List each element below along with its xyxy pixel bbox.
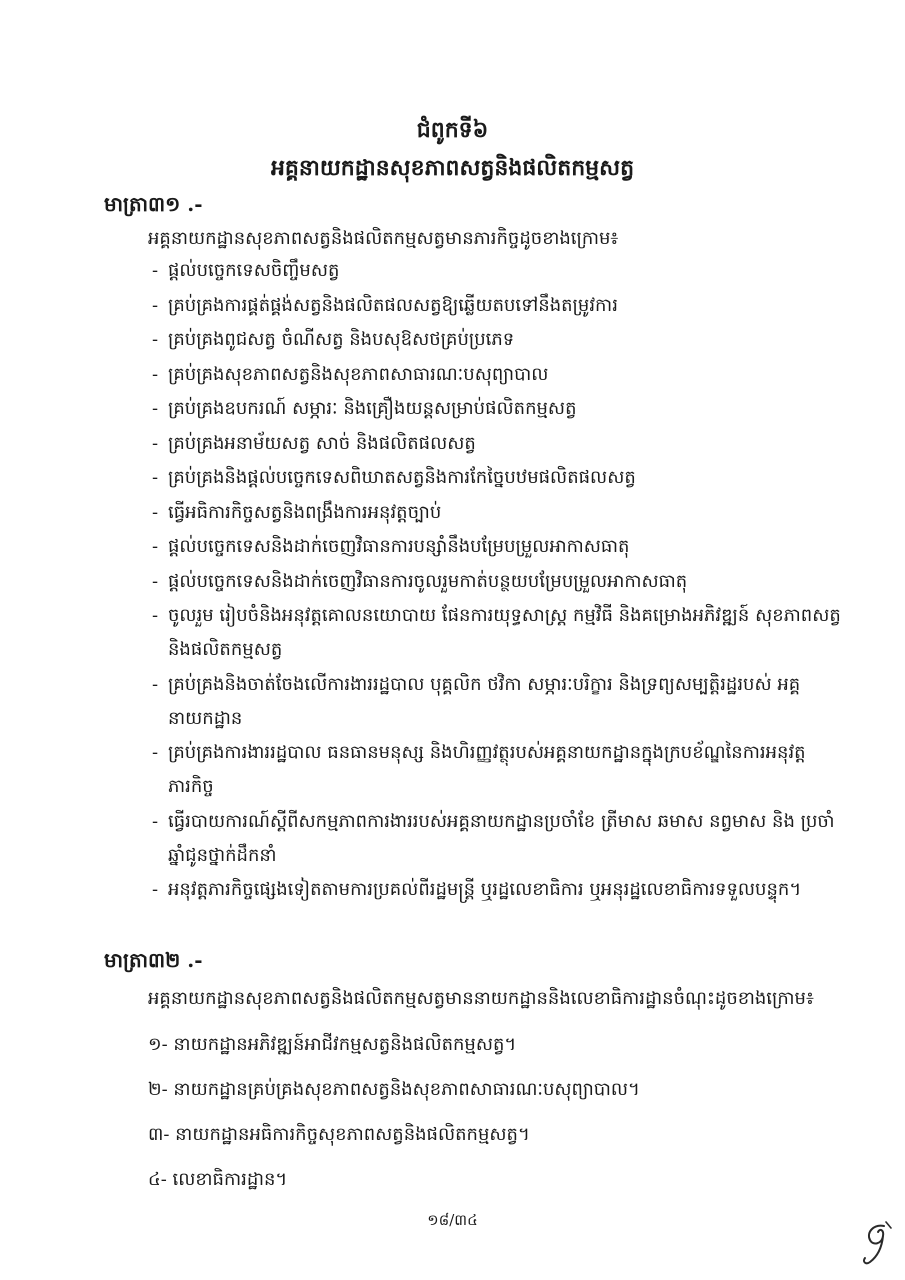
list-dash: -	[152, 467, 159, 488]
duty-text: អនុវត្តភារកិច្ចផ្សេងទៀតតាមការប្រគល់ពីរដ្ឋមន្ត្រី ឬរដ្ឋលេខាធិការ ឬអនុរដ្ឋលេខាធិការទទួលបន្ទុក។	[168, 879, 802, 900]
duty-item	[152, 254, 842, 288]
duty-item	[152, 668, 842, 736]
article-31-duty-list	[152, 254, 842, 908]
list-dash: -	[152, 570, 159, 592]
chapter-number: ជំពូកទី៦	[416, 117, 489, 143]
duty-item	[152, 358, 842, 392]
duty-text: ផ្តល់បច្ចេកទេសនិងដាក់ចេញវិធានការចូលរួមកាត់បន្ថយបម្រែបម្រួលអាកាសធាតុ	[168, 570, 688, 592]
unit-item: ២- នាយកដ្ឋានគ្រប់គ្រងសុខភាពសត្វនិងសុខភាពសាធារណៈបសុព្យាបាល។	[148, 1079, 640, 1100]
duty-text: គ្រប់គ្រងនិងផ្តល់បច្ចេកទេសពិឃាតសត្វនិងការកែច្នៃបឋមផលិតផលសត្វ	[168, 467, 636, 488]
duty-item	[152, 392, 842, 426]
article-31-intro: អគ្គនាយកដ្ឋានសុខភាពសត្វនិងផលិតកម្មសត្វមានភារកិច្ចដូចខាងក្រោម៖	[148, 228, 619, 249]
duty-text: គ្រប់គ្រងអនាម័យសត្វ សាច់ និងផលិតផលសត្វ	[168, 432, 476, 454]
duty-text: គ្រប់គ្រងនិងចាត់ចែងលើការងាររដ្ឋបាល បុគ្គលិក ថវិកា សម្ភារៈបរិក្ខារ និងទ្រព្យសម្បត្តិរដ្ឋរបស់ អគ្គនាយកដ្ឋាន	[168, 673, 801, 729]
duty-text: គ្រប់គ្រងការផ្គត់ផ្គង់សត្វនិងផលិតផលសត្វឱ្យឆ្លើយតបទៅនឹងតម្រូវការ	[168, 294, 618, 316]
handwritten-initial	[856, 1218, 896, 1268]
chapter-title: អគ្គនាយកដ្ឋានសុខភាពសត្វនិងផលិតកម្មសត្វ	[270, 155, 635, 181]
duty-text: ធ្វើអធិការកិច្ចសត្វនិងពង្រឹងការអនុវត្តច្បាប់	[168, 501, 442, 523]
list-dash: -	[152, 294, 159, 316]
list-dash: -	[152, 879, 159, 900]
list-dash: -	[152, 260, 159, 281]
duty-item	[152, 289, 842, 323]
duty-item	[152, 805, 842, 873]
list-dash: -	[152, 605, 159, 626]
article-32-heading: មាត្រា៣២ .-	[104, 948, 203, 972]
duty-text: ផ្តល់បច្ចេកទេសនិងដាក់ចេញវិធានការបន្សាំនឹងបម្រែបម្រួលអាកាសធាតុ	[168, 536, 630, 557]
list-dash: -	[152, 810, 159, 832]
duty-item	[152, 599, 842, 667]
duty-item	[152, 496, 842, 530]
unit-item: ៤- លេខាធិការដ្ឋាន។	[148, 1169, 288, 1190]
list-dash: -	[152, 432, 159, 454]
duty-item	[152, 873, 842, 907]
duty-item	[152, 323, 842, 357]
duty-item	[152, 461, 842, 495]
list-dash: -	[152, 363, 159, 385]
duty-item	[152, 530, 842, 564]
list-dash: -	[152, 398, 159, 419]
duty-text: គ្រប់គ្រងឧបករណ៍ សម្ភារៈ និងគ្រឿងយន្តសម្រាប់ផលិតកម្មសត្វ	[168, 398, 577, 419]
duty-text: គ្រប់គ្រងសុខភាពសត្វនិងសុខភាពសាធារណៈបសុព្យាបាល	[168, 363, 549, 385]
unit-item: ១- នាយកដ្ឋានអភិវឌ្ឍន៍អាជីវកម្មសត្វនិងផលិតកម្មសត្វ។	[148, 1034, 517, 1055]
duty-item	[152, 565, 842, 599]
list-dash: -	[152, 673, 159, 695]
article-32-intro: អគ្គនាយកដ្ឋានសុខភាពសត្វនិងផលិតកម្មសត្វមាននាយកដ្ឋាននិងលេខាធិការដ្ឋានចំណុះដូចខាងក្រោម៖	[148, 988, 814, 1009]
article-31-heading: មាត្រា៣១ .-	[104, 192, 203, 216]
duty-text: គ្រប់គ្រងការងាររដ្ឋបាល ធនធានមនុស្ស និងហិរញ្ញវត្ថុរបស់អគ្គនាយកដ្ឋានក្នុងក្របខ័ណ្ឌនៃការអនុវត្ត ភារកិច្ច	[168, 742, 806, 797]
page-number: ១៨/៣៤	[427, 1211, 478, 1229]
duty-item	[152, 736, 842, 804]
duty-text: គ្រប់គ្រងពូជសត្វ ចំណីសត្វ និងបសុឱសថគ្រប់ប្រភេទ	[168, 329, 515, 350]
list-dash: -	[152, 742, 159, 763]
article-32-unit-list	[148, 1030, 838, 1210]
duty-item	[152, 427, 842, 461]
duty-text: ផ្តល់បច្ចេកទេសចិញ្ចឹមសត្វ	[168, 260, 340, 281]
duty-text: ធ្វើរបាយការណ៍ស្តីពីសកម្មភាពការងាររបស់អគ្គនាយកដ្ឋានប្រចាំខែ ត្រីមាស ឆមាស នព្វមាស និង ប្រចាំឆ្នាំជូនថ្នាក់ដឹកនាំ	[168, 810, 835, 866]
list-dash: -	[152, 501, 159, 523]
list-dash: -	[152, 329, 159, 350]
list-dash: -	[152, 536, 159, 557]
duty-text: ចូលរួម រៀបចំនិងអនុវត្តគោលនយោបាយ ផែនការយុទ្ធសាស្ត្រ កម្មវិធី និងគម្រោងអភិវឌ្ឍន៍ សុខភាពសត្វនិងផលិតកម្មសត្វ	[168, 605, 841, 660]
unit-item: ៣- នាយកដ្ឋានអធិការកិច្ចសុខភាពសត្វនិងផលិតកម្មសត្វ។	[148, 1124, 530, 1145]
